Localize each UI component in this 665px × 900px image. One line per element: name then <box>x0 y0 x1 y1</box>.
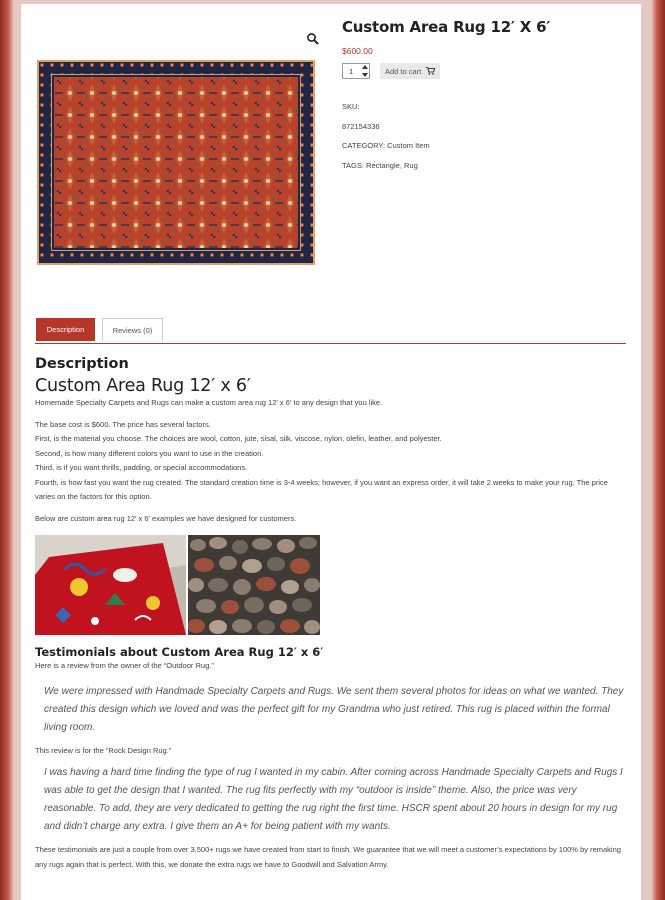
factor-line: Second, is how many different colors you want to use in the creation. <box>35 448 264 458</box>
chevron-down-icon[interactable] <box>362 73 368 77</box>
testimonials-closing: These testimonials are just a couple from over 3,500+ rugs we have created from start to finish. We guarantee that we will meet a customer’s expectations by 100% by remaking any rugs again that is perfect. With this, we donate the extra rugs we have to Goodwill and Salvation Army. <box>35 845 621 869</box>
product-meta <box>342 97 632 175</box>
description-intro: Homemade Specialty Carpets and Rugs can make a custom area rug 12′ x 6′ to any design that you like. <box>35 398 383 407</box>
product-tabs <box>35 318 626 344</box>
product-title: Custom Area Rug 12′ X 6′ <box>342 18 551 36</box>
review2-quote: I was having a hard time finding the type of rug I wanted in my cabin. After coming across Handmade Specialty Carpets and Rugs I was able to get the design that I wanted. The rug fits perfectly with my “outdoor is inside” theme. Also, the price was very reasonable. To add, they are very dedicated to getting the rug right the first time. HSCR spent about 20 hours in design for my rug and didn’t charge any extra. I give them an A+ for being patient with my wants. <box>44 767 623 832</box>
price-factors <box>35 418 626 505</box>
testimonials-heading: Testimonials about Custom Area Rug 12′ x 6′ <box>35 645 324 659</box>
product-gallery <box>35 26 318 306</box>
tag-link-rectangle[interactable]: Rectangle <box>366 160 400 170</box>
quantity-stepper[interactable] <box>342 63 370 79</box>
product-price: $600.00 <box>342 46 373 56</box>
product-image[interactable] <box>37 60 315 265</box>
review1-quote: We were impressed with Handmade Specialty Carpets and Rugs. We sent them several photos for ideas on what we wanted. They created this design which we loved and was the perfect gift for my Grandma who just retired. This rug is placed within the formal living room. <box>44 685 624 733</box>
tags-row: TAGS: Rectangle, Rug <box>342 160 418 170</box>
examples-intro: Below are custom area rug 12′ x 6′ examples we have designed for customers. <box>35 513 297 523</box>
product-page <box>21 4 641 900</box>
factor-line: First, is the material you choose. The choices are wool, cotton, jute, sisal, silk, viscose, nylon, olefin, leather, and polyester. <box>35 434 442 443</box>
factor-line: Third, is if you want thrills, padding, or special accommodations. <box>35 463 248 472</box>
tab-description[interactable]: Description <box>36 318 95 341</box>
cart-form <box>342 63 632 79</box>
factor-line: Fourth, is how fast you want the rug created. The standard creation time is 3-4 weeks; however, if you want an express order, it will take 2 weeks to make your rug. The price varies on the factors for this option. <box>35 477 608 501</box>
cart-icon <box>426 67 435 75</box>
category-label: CATEGORY: <box>342 141 386 150</box>
description-panel <box>35 356 626 872</box>
sku-value: 872154336 <box>342 121 380 131</box>
magnifier-icon[interactable] <box>306 32 320 46</box>
example-gallery <box>35 535 626 635</box>
category-link[interactable]: Custom Item <box>387 141 430 150</box>
rock-design-rug-image[interactable] <box>188 535 320 635</box>
chevron-up-icon[interactable] <box>362 65 368 69</box>
category-row <box>342 136 632 156</box>
tag-link-rug[interactable]: Rug <box>404 160 418 170</box>
description-title: Custom Area Rug 12′ x 6′ <box>35 376 251 396</box>
description-heading: Description <box>35 356 129 372</box>
add-to-cart-button[interactable] <box>380 63 440 79</box>
sku-label: SKU: <box>342 102 360 111</box>
review2-intro: This review is for the “Rock Design Rug.” <box>35 745 172 755</box>
outdoor-rug-image[interactable] <box>35 535 186 635</box>
tab-reviews[interactable]: Reviews (0) <box>102 318 163 341</box>
quantity-value: 1 <box>349 66 354 76</box>
review1-intro: Here is a review from the owner of the “Outdoor Rug.” <box>35 661 214 670</box>
tags-label: TAGS: <box>342 160 364 170</box>
quantity-spinner[interactable] <box>361 65 368 77</box>
factor-line: The base cost is $600. The price has several factors. <box>35 419 211 429</box>
product-summary <box>342 18 632 175</box>
add-to-cart-label: Add to cart <box>385 66 422 76</box>
